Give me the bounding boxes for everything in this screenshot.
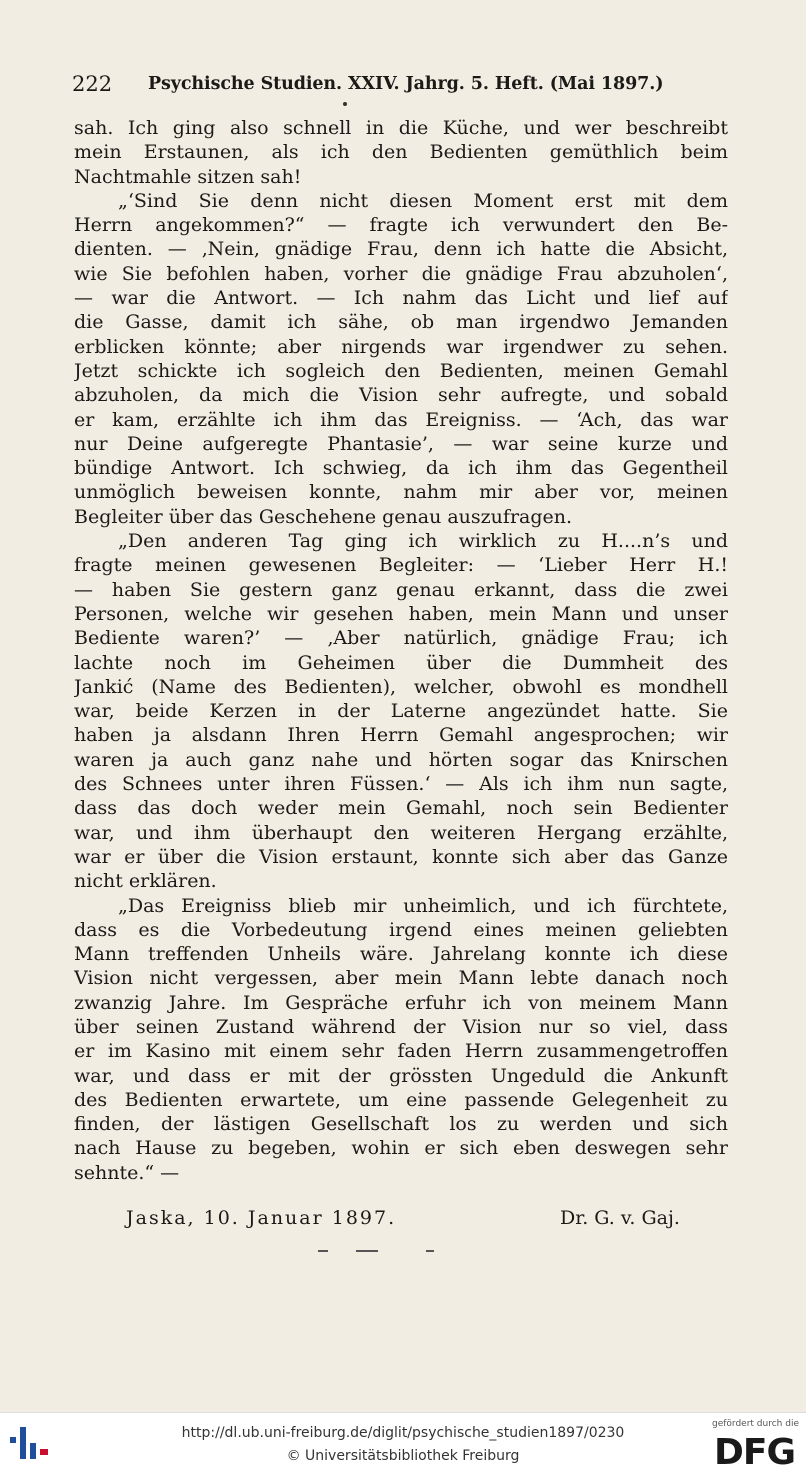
- text-line: fragte meinen gewesenen Begleiter: — ‘Lieber Herr H.!: [74, 554, 728, 577]
- text-line: nicht erklären.: [74, 870, 217, 893]
- ink-dot: [343, 102, 347, 106]
- text-line: sah. Ich ging also schnell in die Küche, und wer beschreibt: [74, 117, 728, 139]
- text-line: Herrn angekommen?“ — fragte ich verwundert den Be-: [74, 214, 728, 237]
- page-number: 222: [72, 72, 113, 96]
- viewer-footer: [0, 1412, 806, 1471]
- text-line: er kam, erzählte ich ihm das Ereigniss. — ‘Ach, das war: [74, 408, 728, 431]
- text-line: des Bedienten erwartete, um eine passende Gelegenheit zu: [74, 1088, 728, 1111]
- text-line: war, beide Kerzen in der Laterne angezündet hatte. Sie: [74, 700, 728, 723]
- text-line: Bediente waren?’ — ‚Aber natürlich, gnädige Frau; ich: [74, 627, 728, 650]
- text-line: Nachtmahle sitzen sah!: [74, 165, 302, 188]
- text-line: über seinen Zustand während der Vision nur so viel, dass: [74, 1015, 728, 1038]
- text-line: nach Hause zu begeben, wohin er sich eben deswegen sehr: [74, 1137, 728, 1160]
- text-line: nur Deine aufgeregte Phantasie’, — war seine kurze und: [74, 432, 728, 455]
- text-line: — war die Antwort. — Ich nahm das Licht und lief auf: [74, 287, 728, 310]
- text-line: Personen, welche wir gesehen haben, mein Mann und unser: [74, 602, 728, 625]
- text-line: bündige Antwort. Ich schwieg, da ich ihm das Gegentheil: [74, 457, 728, 480]
- text-line: zwanzig Jahre. Im Gespräche erfuhr ich von meinem Mann: [74, 991, 728, 1014]
- place-date: Jaska, 10. Januar 1897.: [126, 1207, 397, 1229]
- text-line: unmöglich beweisen konnte, nahm mir aber vor, meinen: [74, 481, 728, 504]
- text-line: — haben Sie gestern ganz genau erkannt, dass die zwei: [74, 578, 728, 601]
- text-line: Jankić (Name des Bedienten), welcher, obwohl es mondhell: [74, 675, 728, 698]
- text-line: Begleiter über das Geschehene genau auszufragen.: [74, 505, 573, 528]
- permalink-url[interactable]: http://dl.ub.uni-freiburg.de/diglit/psychische_studien1897/0230: [181, 1425, 625, 1441]
- text-line: sehnte.“ —: [74, 1161, 180, 1184]
- text-line: erblicken könnte; aber nirgends war irgendwer zu sehen.: [74, 335, 728, 358]
- text-line: Mann treffenden Unheils wäre. Jahrelang konnte ich diese: [74, 943, 728, 966]
- text-line: mein Erstaunen, als ich den Bedienten gemüthlich beim: [74, 141, 728, 164]
- text-line: die Gasse, damit ich sähe, ob man irgendwo Jemanden: [74, 311, 728, 334]
- sponsor-note: gefördert durch die: [712, 1419, 799, 1429]
- svg-text:DFG: DFG: [714, 1432, 796, 1468]
- text-line: Jetzt schickte ich sogleich den Bedienten, meinen Gemahl: [74, 359, 728, 382]
- signoff: [74, 1207, 728, 1233]
- text-line: war er über die Vision erstaunt, konnte sich aber das Ganze: [74, 845, 728, 868]
- author-signature: Dr. G. v. Gaj.: [560, 1207, 680, 1229]
- text-line: Vision nicht vergessen, aber mein Mann lebte danach noch: [74, 967, 728, 990]
- copyright-notice: © Universitätsbibliothek Freiburg: [286, 1448, 520, 1464]
- text-line: waren ja auch ganz nahe und hörten sogar das Knirschen: [74, 748, 728, 771]
- text-line: dass es die Vorbedeutung irgend eines meinen geliebten: [74, 918, 728, 941]
- text-line: finden, der lästigen Gesellschaft los zu werden und sich: [74, 1113, 728, 1136]
- text-line: „Den anderen Tag ging ich wirklich zu H....n’s und: [118, 530, 728, 553]
- page-header: [72, 70, 682, 102]
- text-line: dienten. — ‚Nein, gnädige Frau, denn ich hatte die Absicht,: [74, 238, 728, 261]
- body-text: [74, 116, 728, 1185]
- dfg-logo-icon: [712, 1430, 800, 1468]
- text-line: dass das doch weder mein Gemahl, noch sein Bedienter: [74, 797, 728, 820]
- closing-rule: [318, 1250, 438, 1254]
- text-line: abzuholen, da mich die Vision sehr aufregte, und sobald: [74, 384, 728, 407]
- text-line: er im Kasino mit einem sehr faden Herrn zusammengetroffen: [74, 1040, 728, 1063]
- text-line: des Schnees unter ihren Füssen.‘ — Als ich ihm nun sagte,: [74, 773, 728, 796]
- text-line: lachte noch im Geheimen über die Dummheit des: [74, 651, 728, 674]
- text-line: wie Sie befohlen haben, vorher die gnädige Frau abzuholen‘,: [74, 262, 728, 285]
- text-line: „‘Sind Sie denn nicht diesen Moment erst mit dem: [118, 189, 728, 212]
- running-title: Psychische Studien. XXIV. Jahrg. 5. Heft. (Mai 1897.): [148, 74, 664, 94]
- text-line: haben ja alsdann Ihren Herrn Gemahl angesprochen; wir: [74, 724, 728, 747]
- text-line: war, und dass er mit der grössten Ungeduld die Ankunft: [74, 1064, 728, 1087]
- text-line: war, und ihm überhaupt den weiteren Hergang erzählte,: [74, 821, 728, 844]
- text-line: „Das Ereigniss blieb mir unheimlich, und ich fürchtete,: [118, 894, 728, 917]
